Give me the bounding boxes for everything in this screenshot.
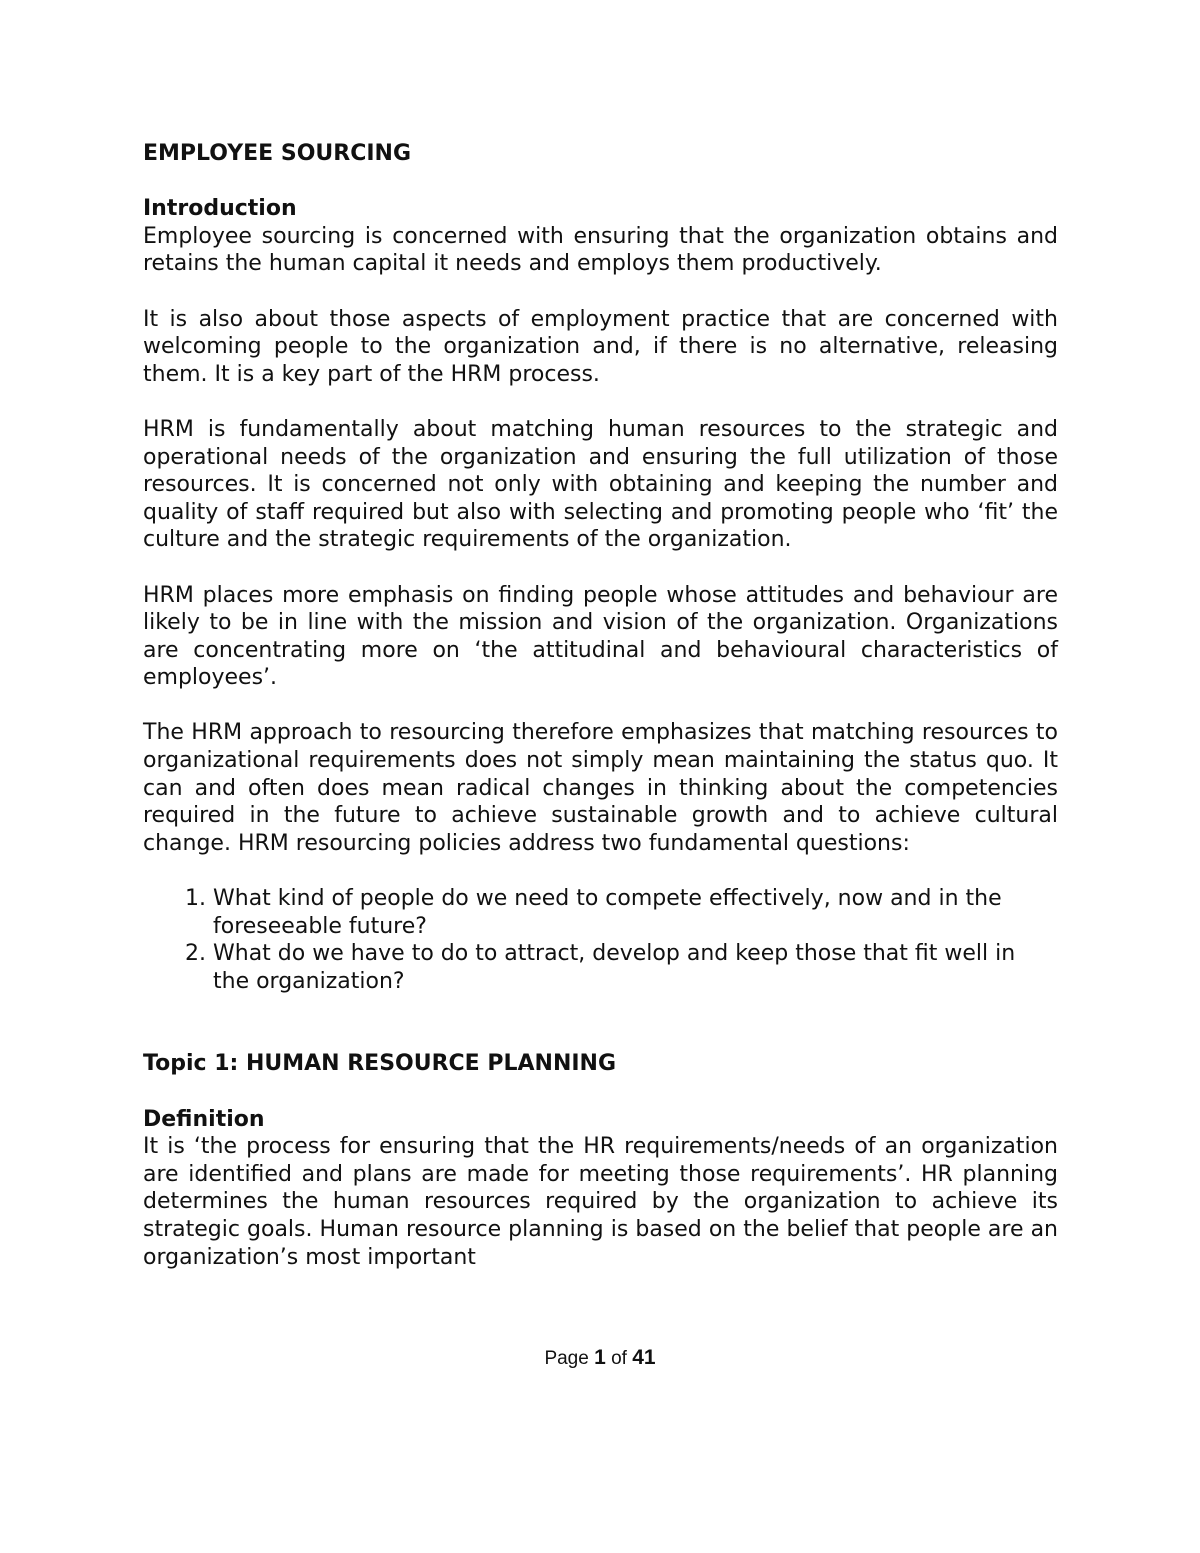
document-page xyxy=(143,140,1058,1271)
topic-heading: Topic 1: HUMAN RESOURCE PLANNING xyxy=(143,1051,617,1077)
intro-paragraph-1: Employee sourcing is concerned with ensuring that the organization obtains and retains the human capital it needs and employs them productively. xyxy=(143,223,1058,277)
questions-list xyxy=(143,885,1058,995)
definition-paragraph: It is ‘the process for ensuring that the HR requirements/needs of an organization are identified and plans are made for meeting those requirements’. HR planning determines the human resources required by the organization to achieve its strategic goals. Human resource planning is based on the belief that people are an organization’s most important xyxy=(143,1134,1058,1270)
of-word: of xyxy=(611,1348,627,1369)
current-page-number: 1 xyxy=(594,1346,606,1369)
list-item: 1. What kind of people do we need to compete effectively, now and in the foreseeable future? xyxy=(213,885,1058,940)
page-word: Page xyxy=(544,1348,589,1369)
document-title: EMPLOYEE SOURCING xyxy=(143,141,411,166)
intro-paragraph-4: HRM places more emphasis on finding people whose attitudes and behaviour are likely to be in line with the mission and vision of the organization. Organizations are concentrating more on ‘the attitudinal and behavioural characteristics of employees’. xyxy=(143,582,1058,691)
intro-paragraph-5: The HRM approach to resourcing therefore emphasizes that matching resources to organizational requirements does not simply mean maintaining the status quo. It can and often does mean radical changes in thinking about the competencies required in the future to achieve sustainable growth and to achieve cultural change. HRM resourcing policies address two fundamental questions: xyxy=(143,720,1058,856)
definition-heading: Definition xyxy=(143,1106,265,1132)
total-page-count: 41 xyxy=(632,1346,656,1369)
list-item: 2. What do we have to do to attract, develop and keep those that fit well in the organization? xyxy=(213,940,1058,995)
intro-paragraph-2: It is also about those aspects of employment practice that are concerned with welcoming people to the organization and, if there is no alternative, releasing them. It is a key part of the HRM process. xyxy=(143,306,1058,387)
introduction-heading: Introduction xyxy=(143,196,297,222)
page-footer xyxy=(0,1346,1200,1370)
intro-paragraph-3: HRM is fundamentally about matching human resources to the strategic and operational needs of the organization and ensuring the full utilization of those resources. It is concerned not only with obtaining and keeping the number and quality of staff required but also with selecting and promoting people who ‘fit’ the culture and the strategic requirements of the organization. xyxy=(143,416,1058,553)
